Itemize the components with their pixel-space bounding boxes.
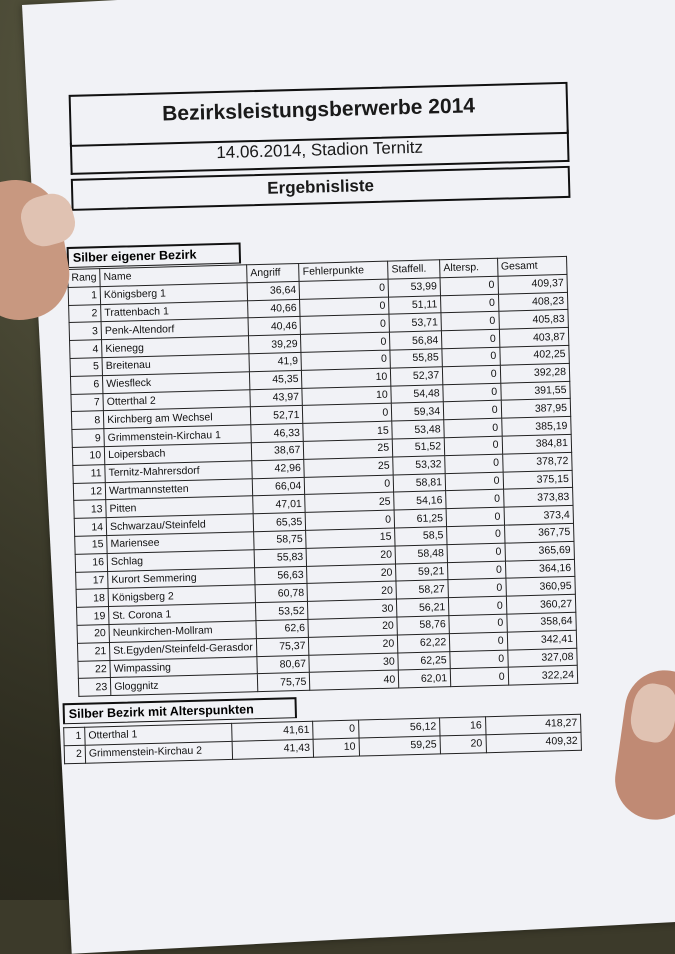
staffel-cell: 51,11 [389,295,441,314]
staffel-cell: 59,21 [396,562,448,581]
rank-cell: 21 [77,642,110,661]
altersp-cell: 0 [450,667,508,686]
angriff-cell: 42,96 [252,459,305,478]
name-cell: Wiesfleck [103,372,250,394]
rank-cell: 22 [78,660,111,679]
rank-cell: 5 [70,358,103,377]
angriff-cell: 47,01 [253,495,306,514]
gesamt-cell: 384,81 [502,434,572,454]
fehlerpunkte-cell: 25 [304,439,393,459]
name-cell: Neunkirchen-Mollram [109,621,256,643]
rank-cell: 18 [76,589,109,608]
altersp-cell: 16 [440,717,486,736]
altersp-cell: 0 [448,561,506,580]
angriff-cell: 80,67 [257,655,310,674]
name-cell: Kienegg [102,336,249,358]
fehlerpunkte-cell: 0 [303,403,392,423]
angriff-cell: 40,46 [248,317,301,336]
name-cell: Otterthal 1 [85,723,232,745]
fehlerpunkte-cell: 0 [301,350,390,370]
document-title: Bezirksleistungsberwerbe 2014 [161,94,476,126]
rank-cell: 9 [72,429,105,448]
rank-cell: 1 [68,286,101,305]
gesamt-cell: 364,16 [505,559,575,579]
name-cell: Ternitz-Mahrersdorf [105,461,252,483]
fehlerpunkte-cell: 30 [308,599,397,619]
gesamt-cell: 360,27 [506,594,576,614]
rank-cell: 12 [73,482,106,501]
fehlerpunkte-cell: 0 [300,297,389,317]
name-cell: Schlag [107,549,254,571]
header-angriff: Angriff [247,263,300,282]
angriff-cell: 45,35 [249,370,302,389]
fehlerpunkte-cell: 0 [301,332,390,352]
gesamt-cell: 358,64 [506,612,576,632]
fehlerpunkte-cell: 0 [300,314,389,334]
name-cell: Trattenbach 1 [101,300,248,322]
staffel-cell: 58,5 [395,527,447,546]
rank-cell: 1 [64,727,85,745]
staffel-cell: 59,34 [392,402,444,421]
fehlerpunkte-cell: 15 [306,528,395,548]
altersp-cell: 0 [444,436,502,455]
document-subtitle: 14.06.2014, Stadion Ternitz [216,137,424,163]
name-cell: Pitten [106,496,253,518]
fehlerpunkte-cell: 40 [310,670,399,690]
altersp-cell: 0 [444,418,502,437]
gesamt-cell: 385,19 [501,417,571,437]
name-cell: St.Egyden/Steinfeld-Gerasdor [110,638,257,660]
staffel-cell: 53,48 [392,420,444,439]
header-altersp: Altersp. [440,258,498,277]
name-cell: Königsberg 1 [100,283,247,305]
name-cell: St. Corona 1 [109,603,256,625]
gesamt-cell: 387,95 [501,399,571,419]
altersp-cell: 20 [440,735,486,754]
fehlerpunkte-cell: 0 [299,279,388,299]
staffel-cell: 53,99 [388,278,440,297]
angriff-cell: 52,71 [250,406,303,425]
staffel-cell: 56,21 [397,598,449,617]
angriff-cell: 38,67 [251,441,304,460]
staffel-cell: 54,48 [391,384,443,403]
fehlerpunkte-cell: 0 [313,720,359,739]
angriff-cell: 55,83 [254,548,307,567]
header-fehlerpunkte: Fehlerpunkte [299,261,388,281]
angriff-cell: 41,43 [232,739,314,759]
fehlerpunkte-cell: 20 [306,546,395,566]
fehlerpunkte-cell: 15 [303,421,392,441]
rank-cell: 15 [75,536,108,555]
fehlerpunkte-cell: 10 [313,738,359,757]
angriff-cell: 53,52 [255,601,308,620]
gesamt-cell: 375,15 [503,470,573,490]
altersp-cell: 0 [442,347,500,366]
rank-cell: 14 [74,518,107,537]
staffel-cell: 62,25 [398,651,450,670]
angriff-cell: 58,75 [254,530,307,549]
altersp-cell: 0 [446,490,504,509]
staffel-cell: 55,85 [390,349,442,368]
name-cell: Schwarzau/Steinfeld [106,514,253,536]
staffel-cell: 54,16 [394,491,446,510]
altersp-cell: 0 [447,525,505,544]
header-staffel: Staffell. [388,260,440,279]
header-rang: Rang [68,269,101,288]
altersp-cell: 0 [440,276,498,295]
rank-cell: 2 [64,745,85,763]
altersp-cell: 0 [443,401,501,420]
rank-cell: 7 [71,393,104,412]
altersp-cell: 0 [441,312,499,331]
staffel-cell: 62,22 [398,633,450,652]
rank-cell: 3 [69,322,102,341]
gesamt-cell: 365,69 [505,541,575,561]
altersp-cell: 0 [442,365,500,384]
fehlerpunkte-cell: 0 [306,510,395,530]
staffel-cell: 58,27 [396,580,448,599]
gesamt-cell: 418,27 [485,714,581,734]
gesamt-cell: 403,87 [499,328,569,348]
altersp-cell: 0 [448,578,506,597]
name-cell: Mariensee [107,532,254,554]
rank-cell: 13 [74,500,107,519]
fehlerpunkte-cell: 20 [309,635,398,655]
rank-cell: 16 [75,553,108,572]
angriff-cell: 66,04 [252,477,305,496]
rank-cell: 19 [77,607,110,626]
fehlerpunkte-cell: 20 [307,581,396,601]
section1-title: Silber eigener Bezirk [67,242,241,268]
rank-cell: 8 [71,411,104,430]
name-cell: Penk-Altendorf [101,318,248,340]
fehlerpunkte-cell: 30 [309,653,398,673]
list-title: Ergebnisliste [266,175,375,198]
altersp-cell: 0 [449,632,507,651]
name-cell: Grimmenstein-Kirchau 2 [85,741,232,763]
staffel-cell: 58,48 [395,544,447,563]
gesamt-cell: 408,23 [498,292,568,312]
header-gesamt: Gesamt [497,256,567,276]
fehlerpunkte-cell: 10 [302,368,391,388]
name-cell: Wartmannstetten [105,478,252,500]
name-cell: Königsberg 2 [108,585,255,607]
fehlerpunkte-cell: 25 [304,457,393,477]
gesamt-cell: 327,08 [507,648,577,668]
staffel-cell: 62,01 [398,669,450,688]
angriff-cell: 41,9 [249,352,302,371]
angriff-cell: 56,63 [255,566,308,585]
fehlerpunkte-cell: 0 [305,475,394,495]
angriff-cell: 62,6 [256,619,309,638]
staffel-cell: 56,84 [390,331,442,350]
rank-cell: 11 [73,464,106,483]
fehlerpunkte-cell: 20 [308,617,397,637]
gesamt-cell: 409,37 [498,274,568,294]
gesamt-cell: 373,4 [504,506,574,526]
rank-cell: 23 [78,678,111,697]
altersp-cell: 0 [446,507,504,526]
angriff-cell: 75,75 [257,673,310,692]
gesamt-cell: 402,25 [500,345,570,365]
header-name: Name [100,265,247,287]
rank-cell: 6 [70,375,103,394]
angriff-cell: 75,37 [256,637,309,656]
section2-title: Silber Bezirk mit Alterspunkten [63,697,297,724]
name-cell: Otterthal 2 [103,389,250,411]
rank-cell: 2 [69,304,102,323]
fehlerpunkte-cell: 10 [302,386,391,406]
altersp-cell: 0 [445,472,503,491]
name-cell: Gloggnitz [110,674,257,696]
gesamt-cell: 342,41 [507,630,577,650]
rank-cell: 17 [76,571,109,590]
gesamt-cell: 392,28 [500,363,570,383]
altersp-cell: 0 [449,596,507,615]
gesamt-cell: 360,95 [506,577,576,597]
fehlerpunkte-cell: 20 [307,564,396,584]
altersp-cell: 0 [445,454,503,473]
gesamt-cell: 391,55 [500,381,570,401]
altersp-cell: 0 [449,614,507,633]
angriff-cell: 43,97 [250,388,303,407]
angriff-cell: 60,78 [255,584,308,603]
name-cell: Kurort Semmering [108,567,255,589]
altersp-cell: 0 [447,543,505,562]
angriff-cell: 40,66 [248,299,301,318]
staffel-cell: 58,81 [393,473,445,492]
name-cell: Breitenau [102,354,249,376]
gesamt-cell: 367,75 [504,523,574,543]
staffel-cell: 52,37 [391,367,443,386]
angriff-cell: 39,29 [248,335,301,354]
gesamt-cell: 378,72 [502,452,572,472]
altersp-cell: 0 [442,329,500,348]
gesamt-cell: 409,32 [486,732,582,752]
staffel-cell: 56,12 [358,718,440,738]
name-cell: Kirchberg am Wechsel [104,407,251,429]
staffel-cell: 58,76 [397,616,449,635]
rank-cell: 4 [70,340,103,359]
angriff-cell: 65,35 [253,513,306,532]
staffel-cell: 59,25 [359,736,441,756]
gesamt-cell: 405,83 [499,310,569,330]
rank-cell: 10 [72,447,105,466]
altersp-cell: 0 [450,650,508,669]
altersp-cell: 0 [441,294,499,313]
staffel-cell: 53,32 [393,455,445,474]
staffel-cell: 53,71 [389,313,441,332]
staffel-cell: 61,25 [394,509,446,528]
name-cell: Wimpassing [110,656,257,678]
name-cell: Loipersbach [104,443,251,465]
rank-cell: 20 [77,624,110,643]
altersp-cell: 0 [443,383,501,402]
angriff-cell: 36,64 [247,281,300,300]
name-cell: Grimmenstein-Kirchau 1 [104,425,251,447]
results-table [67,256,578,697]
gesamt-cell: 373,83 [503,488,573,508]
staffel-cell: 51,52 [392,438,444,457]
gesamt-cell: 322,24 [508,666,578,686]
angriff-cell: 46,33 [251,424,304,443]
fehlerpunkte-cell: 25 [305,492,394,512]
angriff-cell: 41,61 [232,721,314,741]
